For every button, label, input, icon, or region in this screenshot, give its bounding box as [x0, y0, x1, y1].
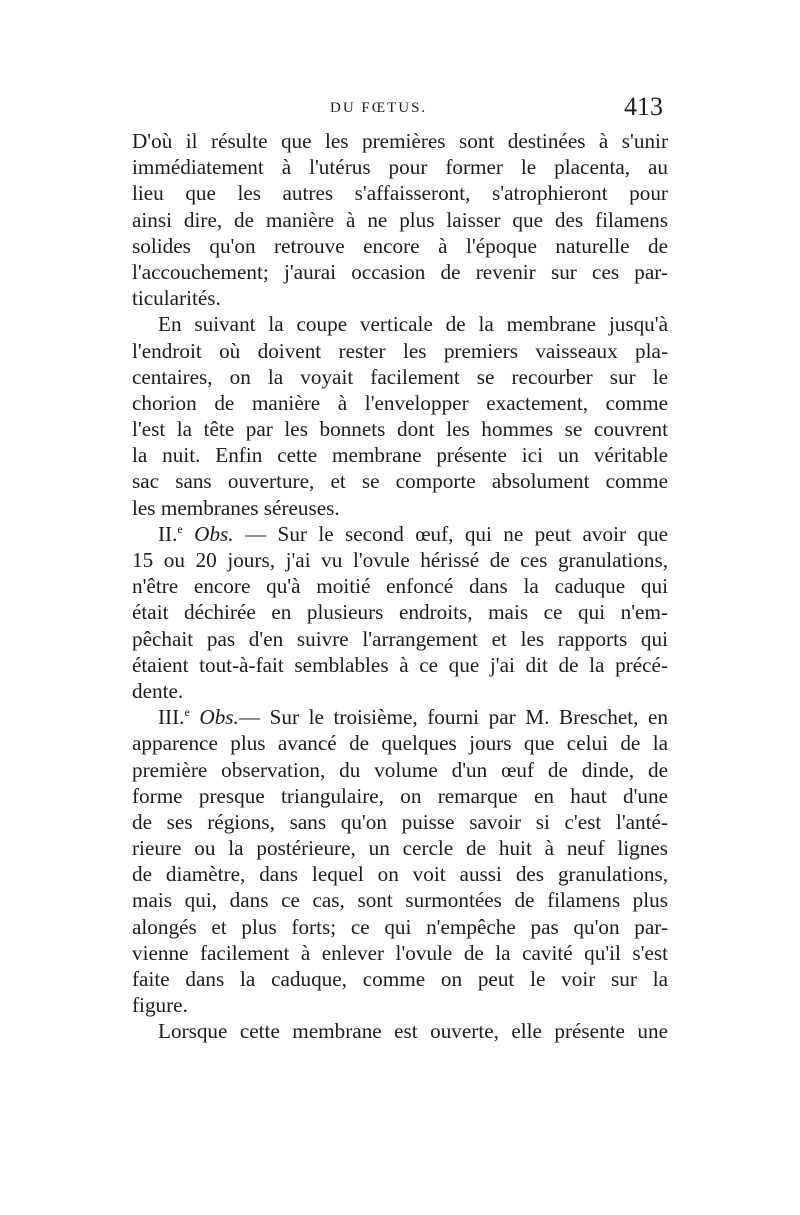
observation-number: III. — [158, 705, 185, 730]
text-line: première observation, du volume d'un œuf de dinde, de — [132, 757, 668, 782]
ordinal-superscript: e — [184, 705, 190, 720]
text-run: — Sur le troisième, fourni par M. Breschet, en — [238, 705, 668, 730]
text-line: l'est la tête par les bonnets dont les hommes se couvrent — [132, 417, 668, 442]
text-line: les membranes séreuses. — [132, 495, 340, 520]
page-number: 413 — [624, 92, 663, 121]
text-line: D'où il résulte que les premières sont destinées à s'unir — [132, 129, 668, 153]
text-line: forme presque triangulaire, on remarque en haut d'une — [132, 783, 668, 808]
text-line: dente. — [132, 678, 184, 703]
text-line: ticularités. — [132, 286, 221, 311]
text-line: mais qui, dans ce cas, sont surmontées de filamens plus — [132, 888, 668, 913]
text-line: l'accouchement; j'aurai occasion de revenir sur ces par- — [132, 259, 668, 284]
observation-abbr: Obs. — [194, 521, 234, 546]
observation-3-line — [132, 704, 668, 730]
text-line: de diamètre, dans lequel on voit aussi des granulations, — [132, 862, 668, 887]
text-line: Lorsque cette membrane est ouverte, elle présente une — [158, 1019, 668, 1044]
observation-abbr: Obs. — [199, 705, 239, 730]
text-line: l'endroit où doivent rester les premiers vaisseaux pla- — [132, 338, 668, 363]
text-line: ainsi dire, de manière à ne plus laisser que des filamens — [132, 207, 668, 232]
text-line: lieu que les autres s'affaisseront, s'atrophieront pour — [132, 181, 668, 206]
text-line: n'être encore qu'à moitié enfoncé dans la caduque qui — [132, 574, 668, 599]
text-line: 15 ou 20 jours, j'ai vu l'ovule hérissé de ces granulations, — [132, 548, 668, 572]
ordinal-superscript: e — [177, 521, 183, 536]
text-line: alongés et plus forts; ce qui n'empêche pas qu'on par- — [132, 914, 668, 939]
text-line: vienne facilement à enlever l'ovule de la cavité qu'il s'est — [132, 940, 668, 965]
text-line: rieure ou la postérieure, un cercle de huit à neuf lignes — [132, 836, 668, 861]
text-line: était déchirée en plusieurs endroits, mais ce qui n'em- — [132, 600, 668, 625]
text-line: apparence plus avancé de quelques jours que celui de la — [132, 731, 668, 756]
body-text — [132, 128, 668, 1045]
text-line: figure. — [132, 993, 188, 1018]
text-line: chorion de manière à l'envelopper exactement, comme — [132, 390, 668, 415]
text-line: centaires, on la voyait facilement se recourber sur le — [132, 364, 668, 389]
text-line: de ses régions, sans qu'on puisse savoir si c'est l'anté- — [132, 809, 668, 834]
observation-2-line — [132, 521, 668, 547]
text-line: faite dans la caduque, comme on peut le voir sur la — [132, 967, 668, 991]
text-line: immédiatement à l'utérus pour former le placenta, au — [132, 155, 668, 180]
text-line: sac sans ouverture, et se comporte absolument comme — [132, 469, 668, 494]
text-line: pêchait pas d'en suivre l'arrangement et les rapports qui — [132, 626, 668, 651]
text-line: En suivant la coupe verticale de la membrane jusqu'à — [158, 312, 668, 337]
running-head: DU FŒTUS. — [330, 100, 428, 116]
text-run: — Sur le second œuf, qui ne peut avoir que — [244, 521, 669, 546]
observation-number: II. — [158, 521, 178, 546]
text-line: la nuit. Enfin cette membrane présente ici un véritable — [132, 443, 668, 468]
text-line: solides qu'on retrouve encore à l'époque naturelle de — [132, 233, 668, 258]
text-line: étaient tout-à-fait semblables à ce que j'ai dit de la précé- — [132, 652, 668, 677]
